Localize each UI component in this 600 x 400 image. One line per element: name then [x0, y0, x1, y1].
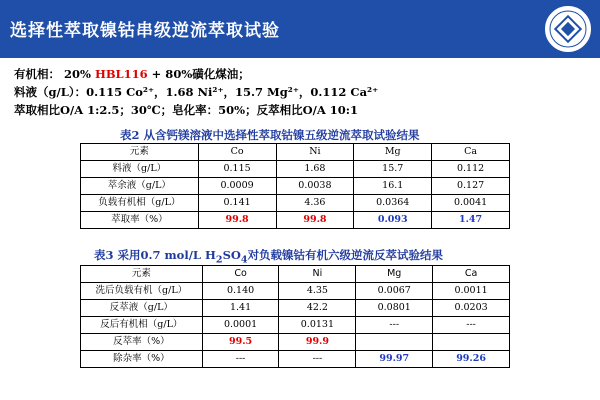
table-header-cell: Ca: [432, 144, 510, 161]
table-cell: 99.8: [198, 212, 276, 229]
table-row: [81, 317, 510, 334]
row-label: 除杂率（%）: [81, 351, 203, 368]
table-cell: ---: [202, 351, 279, 368]
table-cell: 0.112: [432, 161, 510, 178]
table-cell: [433, 334, 510, 351]
table-row: [81, 266, 510, 283]
table-row: [81, 283, 510, 300]
table-cell: 0.0009: [198, 178, 276, 195]
table-header-cell: Co: [198, 144, 276, 161]
organic-pct: 20%: [64, 67, 91, 81]
table-cell: ---: [356, 317, 433, 334]
row-label: 萃取率（%）: [81, 212, 199, 229]
row-label: 料液（g/L）: [81, 161, 199, 178]
row-label: 萃余液（g/L）: [81, 178, 199, 195]
row-label: 反萃率（%）: [81, 334, 203, 351]
slide-title: 选择性萃取镍钴串级逆流萃取试验: [10, 21, 280, 41]
table-row: [81, 144, 510, 161]
table2: [80, 143, 510, 229]
table-cell: 4.36: [276, 195, 354, 212]
table-cell: 0.141: [198, 195, 276, 212]
table-cell: 0.0041: [432, 195, 510, 212]
table-cell: 4.35: [279, 283, 356, 300]
table3: [80, 265, 510, 368]
row-label: 反萃液（g/L）: [81, 300, 203, 317]
table-cell: 0.093: [354, 212, 432, 229]
table-cell: 0.140: [202, 283, 279, 300]
table-row: [81, 161, 510, 178]
conditions-line: 萃取相比O/A 1:2.5；30℃；皂化率：50%；反萃相比O/A 10:1: [14, 103, 359, 117]
table-cell: 99.9: [279, 334, 356, 351]
table-cell: 0.0011: [433, 283, 510, 300]
table-header-cell: Co: [202, 266, 279, 283]
table-header-cell: 元素: [81, 144, 199, 161]
table-cell: 0.0131: [279, 317, 356, 334]
table3-caption: [94, 247, 443, 265]
table-cell: 1.41: [202, 300, 279, 317]
caption-part: 表3 采用0.7 mol/L H: [94, 248, 216, 262]
table-cell: 0.0067: [356, 283, 433, 300]
row-label: 负载有机相（g/L）: [81, 195, 199, 212]
table-header-cell: Ni: [279, 266, 356, 283]
table-header-cell: Mg: [354, 144, 432, 161]
table-header-cell: Ca: [433, 266, 510, 283]
table-header-cell: 元素: [81, 266, 203, 283]
caption-part: 对负载镍钴有机六级逆流反萃试验结果: [247, 248, 444, 262]
table2-caption: 表2 从含钙镁溶液中选择性萃取钴镍五级逆流萃取试验结果: [120, 128, 420, 142]
organic-phase-line: [14, 66, 250, 82]
table-row: [81, 178, 510, 195]
table-cell: 99.8: [276, 212, 354, 229]
table-cell: 0.115: [198, 161, 276, 178]
caption-sub: 2: [215, 254, 223, 266]
table-cell: 42.2: [279, 300, 356, 317]
table-header-cell: Ni: [276, 144, 354, 161]
organic-phase-label: 有机相：: [14, 67, 60, 81]
feed-solution-line: 料液（g/L）：0.115 Co²⁺，1.68 Ni²⁺，15.7 Mg²⁺，0.112 Ca²⁺: [14, 85, 379, 99]
table-cell: 0.0801: [356, 300, 433, 317]
table-cell: ---: [279, 351, 356, 368]
table-cell: 0.0001: [202, 317, 279, 334]
caption-sub: 4: [240, 254, 248, 266]
table-cell: 1.47: [432, 212, 510, 229]
header-bar: [0, 0, 600, 58]
table-cell: 0.0203: [433, 300, 510, 317]
table-cell: 0.0038: [276, 178, 354, 195]
table-row: [81, 351, 510, 368]
row-label: 洗后负载有机（g/L）: [81, 283, 203, 300]
university-seal-icon: [542, 3, 594, 55]
table-cell: 0.127: [432, 178, 510, 195]
table-cell: 0.0364: [354, 195, 432, 212]
table-header-cell: Mg: [356, 266, 433, 283]
organic-rest: + 80%磺化煤油；: [151, 67, 250, 81]
table-cell: 15.7: [354, 161, 432, 178]
table-cell: 16.1: [354, 178, 432, 195]
table-cell: ---: [433, 317, 510, 334]
table-cell: 99.5: [202, 334, 279, 351]
table-cell: [356, 334, 433, 351]
reagent-name: HBL116: [94, 67, 148, 81]
table-row: [81, 212, 510, 229]
caption-part: SO: [222, 248, 241, 262]
table-row: [81, 300, 510, 317]
table-row: [81, 334, 510, 351]
table-cell: 1.68: [276, 161, 354, 178]
table-cell: 99.97: [356, 351, 433, 368]
row-label: 反后有机相（g/L）: [81, 317, 203, 334]
table-row: [81, 195, 510, 212]
table-cell: 99.26: [433, 351, 510, 368]
